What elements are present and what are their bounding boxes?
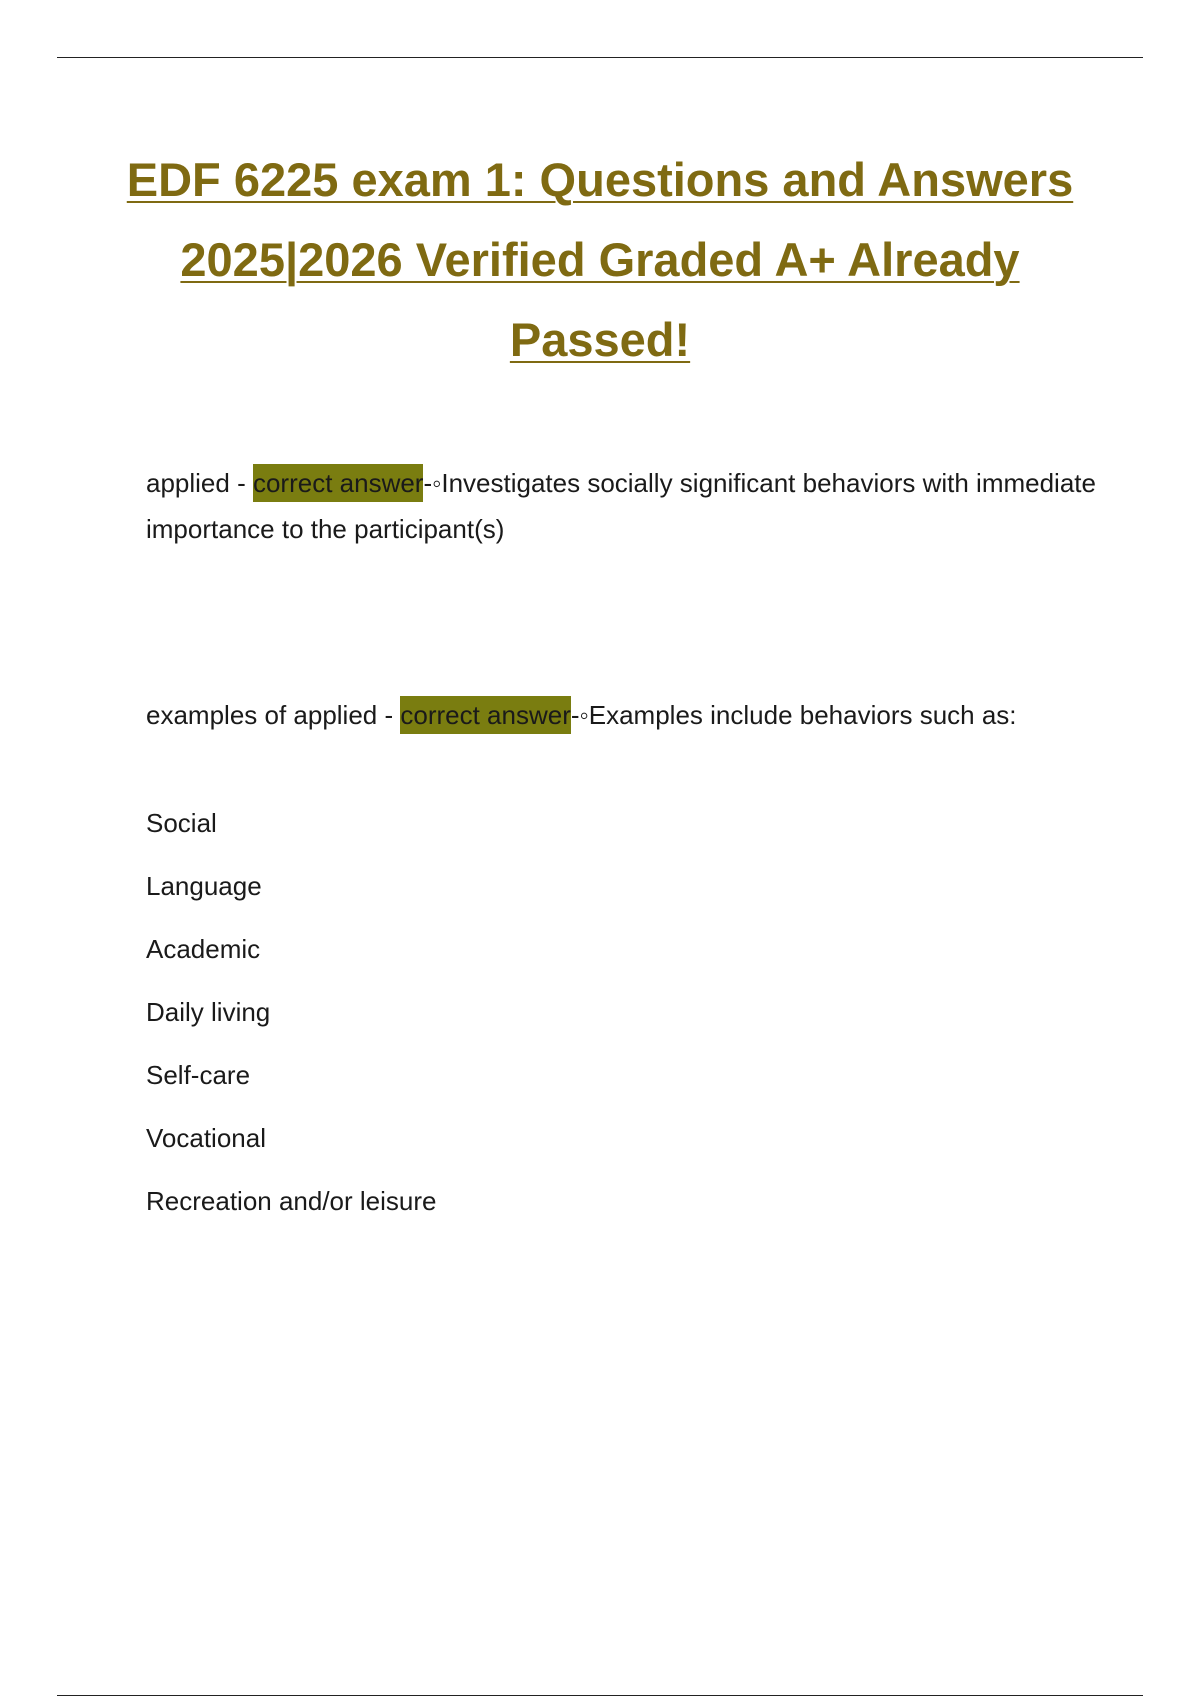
qa-separator: -◦ [423, 468, 442, 498]
qa-entry-examples-of-applied [146, 692, 1106, 738]
list-item: Academic [146, 934, 261, 964]
qa-separator: -◦ [570, 700, 589, 730]
list-item: Language [146, 871, 262, 901]
qa-definition: Examples include behaviors such as: [588, 700, 1017, 730]
list-item: Social [146, 808, 217, 838]
list-item: Vocational [146, 1123, 266, 1153]
qa-entry-applied [146, 460, 1106, 552]
correct-answer-highlight: correct answer [253, 464, 424, 502]
qa-definition: Investigates socially significant behaviors with immediate importance to the participant(s) [146, 468, 1096, 544]
top-divider [57, 57, 1143, 58]
list-item: Daily living [146, 997, 271, 1027]
qa-term: applied - [146, 468, 253, 498]
document-title [100, 140, 1100, 380]
list-item: Self-care [146, 1060, 251, 1090]
list-item: Recreation and/or leisure [146, 1186, 437, 1216]
examples-list [146, 800, 437, 1241]
qa-term: examples of applied - [146, 700, 401, 730]
bottom-divider [57, 1695, 1143, 1696]
correct-answer-highlight: correct answer [400, 696, 571, 734]
document-title-text: EDF 6225 exam 1: Questions and Answers 2025|2026 Verified Graded A+ Already Passed! [126, 153, 1074, 366]
